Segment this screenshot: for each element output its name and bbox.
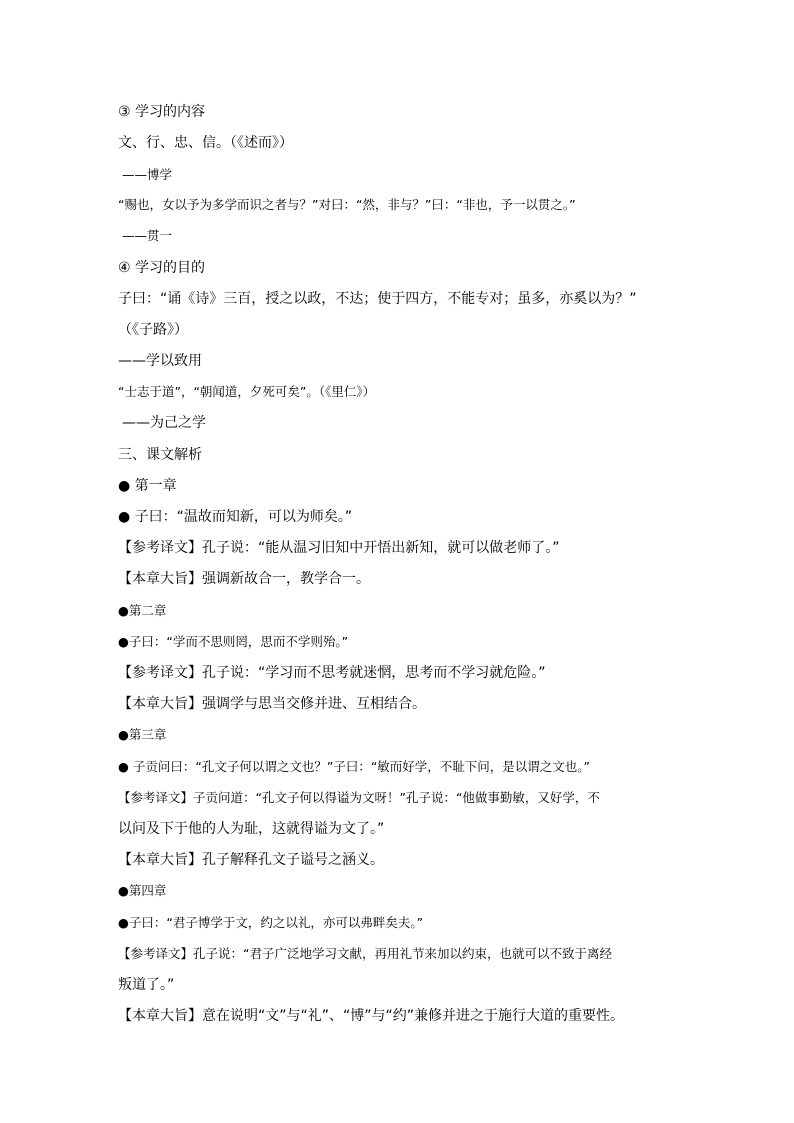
text-line: ——博学 <box>122 167 173 182</box>
section-heading-learning-purpose: ④ 学习的目的 <box>118 260 206 276</box>
text-line: 【参考译文】孔子说：“君子广泛地学习文献，再用礼节来加以约束，也就可以不致于离经 <box>118 946 612 961</box>
section-heading-text-analysis: 三、课文解析 <box>118 447 202 463</box>
text-line: 【参考译文】孔子说：“学习而不思考就迷惘，思考而不学习就危险。” <box>118 665 546 681</box>
chapter-heading: ●第三章 <box>118 727 167 742</box>
text-line: ——为己之学 <box>122 415 206 431</box>
text-line: 以问及下于他的人为耻，这就得谥为文了。” <box>118 821 385 837</box>
text-line: 【本章大旨】孔子解释孔文子谥号之涵义。 <box>118 852 384 868</box>
text-line: 【参考译文】孔子说：“能从温习旧知中开悟出新知，就可以做老师了。” <box>118 540 560 556</box>
text-line: “赐也，女以予为多学而识之者与？”对曰：“然，非与？”曰：“非也，予一以贯之。” <box>118 197 576 212</box>
text-line: 【参考译文】子贡问道：“孔文子何以得谥为文呀！”孔子说：“他做事勤敏，又好学，不 <box>118 790 600 805</box>
text-line: ——贯一 <box>122 228 173 243</box>
text-line: ● 子曰：“温故而知新，可以为师矣。” <box>118 509 353 525</box>
text-line: ——学以致用 <box>118 353 202 369</box>
text-line: （《子路》） <box>118 322 188 338</box>
chapter-heading: ●第四章 <box>118 883 167 898</box>
text-line: 文、行、忠、信。（《述而》） <box>118 135 293 151</box>
text-line: ●子曰：“学而不思则罔，思而不学则殆。” <box>118 634 349 649</box>
text-line: 【本章大旨】意在说明“文”与“礼”、“博”与“约”兼修并进之于施行大道的重要性。 <box>118 1008 625 1024</box>
text-line: 叛道了。” <box>118 977 175 993</box>
section-heading-learning-content: ③ 学习的内容 <box>118 104 206 120</box>
text-line: 【本章大旨】强调新故合一，教学合一。 <box>118 571 370 587</box>
text-line: 子曰：“诵《诗》三百，授之以政，不达；使于四方，不能专对；虽多，亦奚以为？” <box>118 291 637 307</box>
chapter-heading: ● 第一章 <box>118 478 177 494</box>
text-line: ● 子贡问曰：“孔文子何以谓之文也？”子曰：“敏而好学，不耻下问，是以谓之文也。” <box>118 759 591 774</box>
text-line: 【本章大旨】强调学与思当交修并进、互相结合。 <box>118 696 426 712</box>
text-line: “士志于道”，“朝闻道，夕死可矣”。（《里仁》） <box>118 384 376 399</box>
text-line: ●子曰：“君子博学于文，约之以礼，亦可以弗畔矣夫。” <box>118 915 424 930</box>
chapter-heading: ●第二章 <box>118 603 167 618</box>
